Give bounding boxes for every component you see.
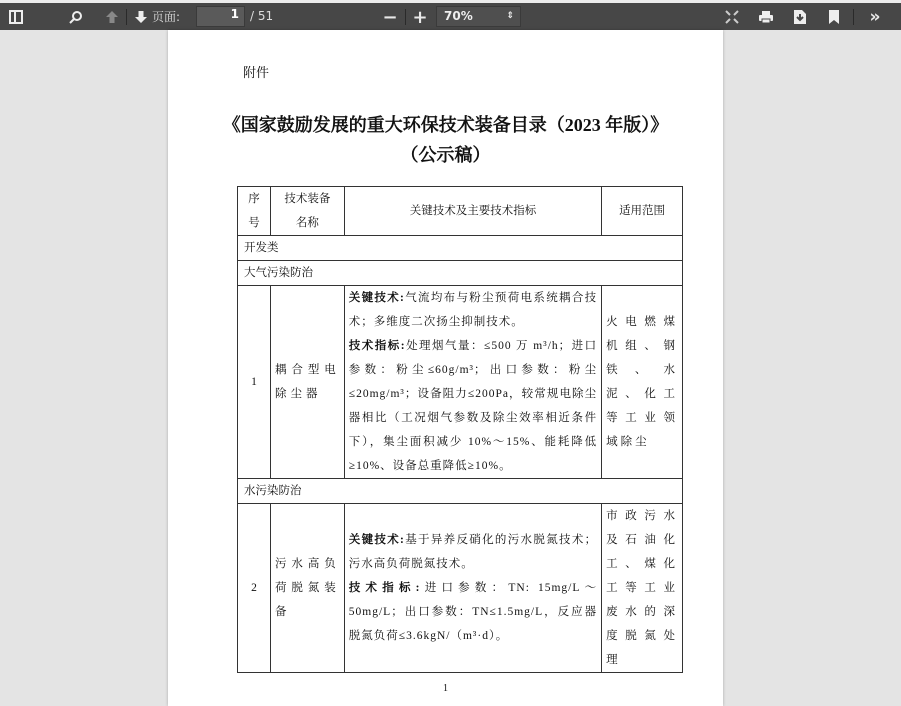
table-row (238, 286, 683, 479)
attachment-label: 附件 (243, 65, 270, 80)
category-row: 开发类 (238, 236, 683, 261)
page-number-input[interactable]: 1 (196, 6, 245, 27)
table-header-row (238, 187, 683, 236)
table-row (238, 504, 683, 673)
row-no: 2 (238, 504, 271, 673)
page-label: 页面: (152, 10, 181, 24)
key-label: 关键技术: (348, 534, 405, 546)
header-key-tech: 关键技术及主要技术指标 (344, 187, 601, 236)
previous-page-icon[interactable] (102, 6, 122, 28)
row-name: 耦合型电除尘器 (270, 286, 344, 479)
row-scope: 火电燃煤机组、钢铁、水泥、化工等工业领域除尘 (602, 286, 683, 479)
section-row: 水污染防治 (238, 479, 683, 504)
print-icon[interactable] (756, 6, 776, 28)
index-label: 技术指标: (348, 582, 421, 594)
key-label: 关键技术: (348, 292, 405, 304)
pdf-toolbar (0, 0, 901, 30)
row-key-tech (344, 286, 601, 479)
equipment-table (237, 186, 683, 673)
tools-icon[interactable]: » (869, 7, 881, 27)
row-key-tech (344, 504, 601, 673)
index-text: 处理烟气量：≤500 万 m³/h；进口参数：粉尘≤60g/m³；出口参数：粉尘≤20mg/m³；设备阻力≤200Pa，较常规电除尘器相比（工况烟气参数及除尘效率相近条件下），集尘面积减少 10%～15%、能耗降低≥10%、设备总重降低≥10%。 (348, 340, 598, 472)
zoom-value: 70% (444, 9, 473, 23)
row-no: 1 (238, 286, 271, 479)
pdf-page (168, 30, 723, 706)
row-scope: 市政污水及石油化工、煤化工等工业废水的深度脱氮处理 (602, 504, 683, 673)
zoom-out-icon[interactable]: − (382, 6, 398, 28)
title-line-2: （公示稿） (400, 145, 491, 165)
presentation-mode-icon[interactable] (722, 6, 742, 28)
row-name: 污水高负荷脱氮装备 (270, 504, 344, 673)
zoom-select[interactable] (436, 6, 521, 27)
page-number: 1 (443, 683, 448, 694)
zoom-in-icon[interactable]: + (412, 6, 428, 28)
header-scope: 适用范围 (602, 187, 683, 236)
bookmark-icon[interactable] (824, 6, 844, 28)
select-arrows-icon: ⇕ (506, 11, 514, 21)
sidebar-toggle-icon[interactable] (6, 6, 26, 28)
section-row: 大气污染防治 (238, 261, 683, 286)
next-page-icon[interactable] (131, 6, 151, 28)
document-title (168, 110, 723, 170)
download-icon[interactable] (790, 6, 810, 28)
header-no: 序号 (238, 187, 271, 236)
title-line-1: 《国家鼓励发展的重大环保技术装备目录（2023 年版）》 (222, 115, 669, 135)
index-label: 技术指标: (348, 340, 406, 352)
key-text: 基于异养反硝化的污水脱氮技术；污水高负荷脱氮技术。 (348, 534, 598, 570)
search-icon[interactable] (66, 6, 86, 28)
header-name: 技术装备名称 (270, 187, 344, 236)
index-text: 进口参数：TN: 15mg/L～50mg/L；出口参数：TN≤1.5mg/L，反应器脱氮负荷≤3.6kgN/（m³·d）。 (348, 582, 598, 642)
page-total: / 51 (250, 9, 274, 23)
key-text: 气流均布与粉尘预荷电系统耦合技术；多维度二次扬尘抑制技术。 (348, 292, 598, 328)
